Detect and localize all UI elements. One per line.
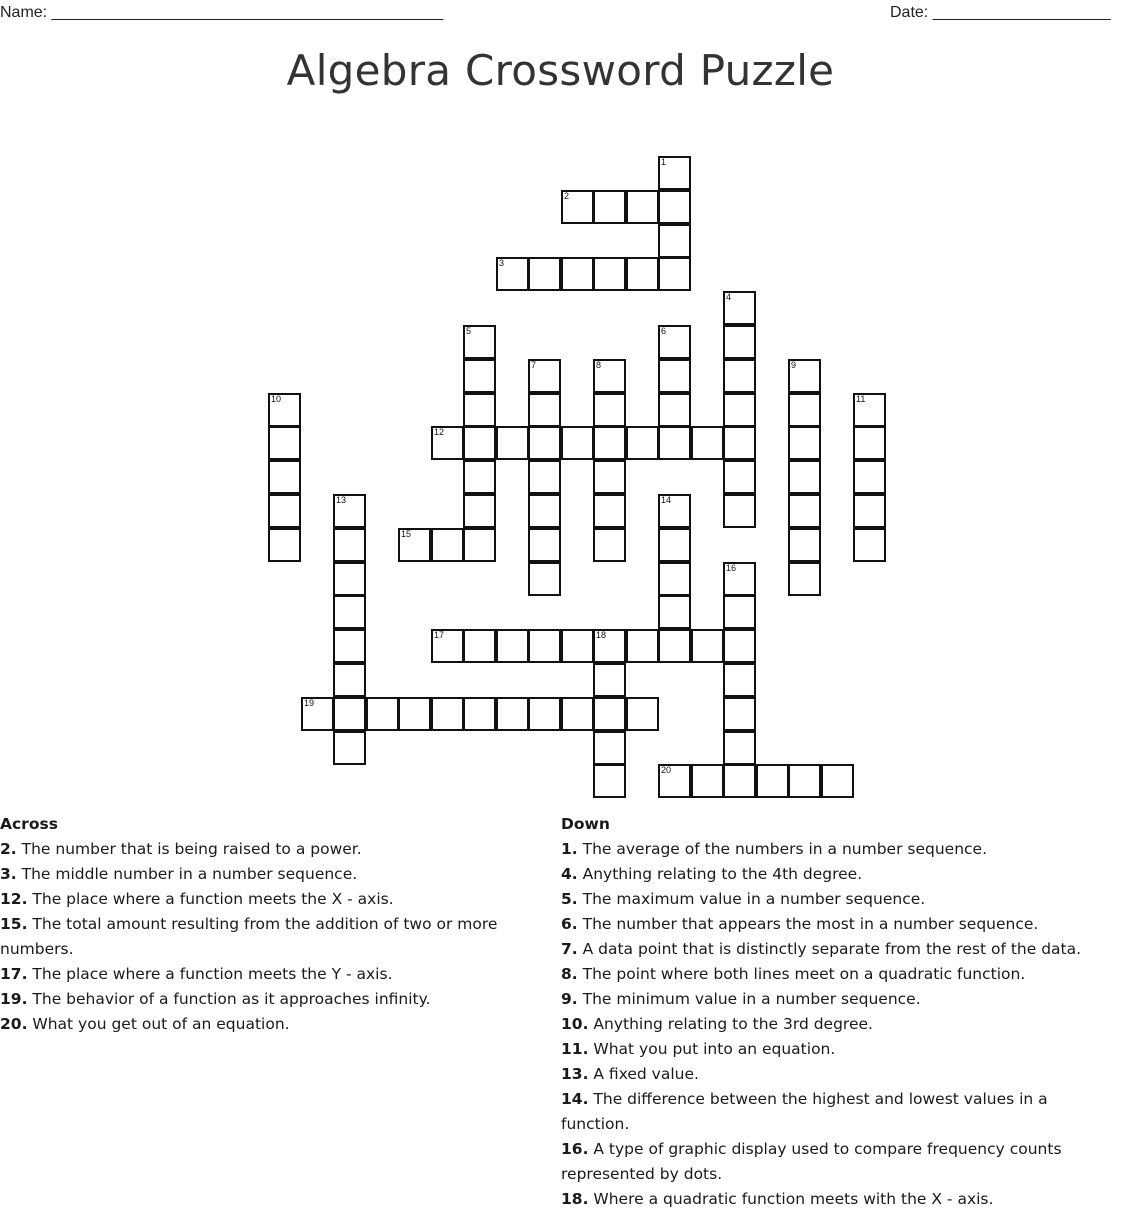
clue-item [0, 1012, 530, 1037]
cell-number: 18 [596, 630, 607, 640]
crossword-cell[interactable] [333, 731, 366, 765]
crossword-cell[interactable] [788, 359, 821, 393]
clue-text: The total amount resulting from the addition of two or more numbers. [0, 915, 498, 958]
crossword-cell[interactable] [301, 697, 334, 731]
crossword-cell[interactable] [496, 629, 529, 663]
clue-number: 13. [561, 1065, 589, 1083]
crossword-cell[interactable] [723, 764, 756, 798]
crossword-cell[interactable] [658, 595, 691, 629]
crossword-cell[interactable] [626, 257, 659, 291]
crossword-cell[interactable] [788, 393, 821, 427]
crossword-cell[interactable] [658, 325, 691, 359]
crossword-cell[interactable] [626, 697, 659, 731]
clue-item [561, 1062, 1106, 1087]
cell-number: 2 [564, 191, 570, 201]
crossword-cell[interactable] [268, 426, 301, 460]
crossword-cell[interactable] [593, 697, 626, 731]
cell-number: 3 [499, 258, 505, 268]
clue-item [0, 887, 530, 912]
crossword-cell[interactable] [626, 190, 659, 224]
crossword-cell[interactable] [788, 426, 821, 460]
across-clue-list [0, 837, 530, 1037]
crossword-cell[interactable] [658, 359, 691, 393]
clue-text: The maximum value in a number sequence. [577, 890, 926, 908]
crossword-cell[interactable] [723, 697, 756, 731]
crossword-cell[interactable] [723, 663, 756, 697]
crossword-cell[interactable] [528, 494, 561, 528]
crossword-cell[interactable] [691, 426, 724, 460]
clue-item [561, 862, 1106, 887]
crossword-cell[interactable] [658, 393, 691, 427]
crossword-cell[interactable] [268, 528, 301, 562]
across-clues [0, 812, 530, 1037]
clue-item [561, 1037, 1106, 1062]
crossword-cell[interactable] [398, 697, 431, 731]
clue-item [561, 1012, 1106, 1037]
crossword-cell[interactable] [463, 460, 496, 494]
crossword-cell[interactable] [528, 460, 561, 494]
crossword-cell[interactable] [658, 156, 691, 190]
crossword-cell[interactable] [723, 731, 756, 765]
clue-item [561, 887, 1106, 912]
crossword-cell[interactable] [723, 460, 756, 494]
crossword-cell[interactable] [821, 764, 854, 798]
clue-number: 15. [0, 915, 28, 933]
crossword-cell[interactable] [528, 697, 561, 731]
page-title: Algebra Crossword Puzzle [286, 46, 835, 95]
crossword-cell[interactable] [593, 663, 626, 697]
cell-number: 12 [434, 427, 445, 437]
cell-number: 16 [726, 563, 737, 573]
clue-text: The point where both lines meet on a quadratic function. [577, 965, 1026, 983]
crossword-cell[interactable] [528, 257, 561, 291]
crossword-cell[interactable] [658, 190, 691, 224]
crossword-cell[interactable] [593, 494, 626, 528]
clue-text: What you get out of an equation. [27, 1015, 290, 1033]
clue-text: Where a quadratic function meets with the X - axis. [588, 1190, 994, 1208]
crossword-cell[interactable] [528, 528, 561, 562]
crossword-cell[interactable] [333, 697, 366, 731]
clue-item [561, 912, 1106, 937]
crossword-cell[interactable] [658, 494, 691, 528]
cell-number: 11 [856, 394, 866, 404]
crossword-cell[interactable] [593, 393, 626, 427]
clue-number: 7. [561, 940, 578, 958]
crossword-cell[interactable] [691, 764, 724, 798]
crossword-cell[interactable] [333, 494, 366, 528]
crossword-cell[interactable] [463, 359, 496, 393]
crossword-cell[interactable] [658, 562, 691, 596]
clue-text: What you put into an equation. [588, 1040, 836, 1058]
clue-number: 18. [561, 1190, 589, 1208]
clue-number: 4. [561, 865, 578, 883]
clue-number: 19. [0, 990, 28, 1008]
clue-text: A type of graphic display used to compare frequency counts represented by dots. [561, 1140, 1062, 1183]
crossword-cell[interactable] [788, 528, 821, 562]
crossword-cell[interactable] [658, 528, 691, 562]
crossword-cell[interactable] [853, 528, 886, 562]
crossword-cell[interactable] [528, 393, 561, 427]
crossword-cell[interactable] [593, 764, 626, 798]
clue-text: A data point that is distinctly separate from the rest of the data. [577, 940, 1082, 958]
clue-number: 20. [0, 1015, 28, 1033]
crossword-cell[interactable] [463, 629, 496, 663]
crossword-cell[interactable] [723, 629, 756, 663]
down-clue-list [561, 837, 1106, 1212]
crossword-cell[interactable] [723, 426, 756, 460]
clue-number: 16. [561, 1140, 589, 1158]
crossword-cell[interactable] [626, 629, 659, 663]
name-field: Name: ____________________________________________ [0, 4, 444, 21]
cell-number: 8 [596, 360, 602, 370]
clue-item [561, 987, 1106, 1012]
clue-number: 9. [561, 990, 578, 1008]
crossword-cell[interactable] [723, 393, 756, 427]
clue-number: 8. [561, 965, 578, 983]
crossword-cell[interactable] [853, 426, 886, 460]
crossword-cell[interactable] [431, 697, 464, 731]
date-field: Date: ____________________ [890, 4, 1111, 21]
crossword-cell[interactable] [593, 731, 626, 765]
crossword-cell[interactable] [333, 595, 366, 629]
crossword-cell[interactable] [723, 494, 756, 528]
crossword-cell[interactable] [593, 460, 626, 494]
clue-text: The minimum value in a number sequence. [577, 990, 921, 1008]
crossword-cell[interactable] [853, 460, 886, 494]
crossword-cell[interactable] [658, 426, 691, 460]
clue-item [0, 837, 530, 862]
crossword-cell[interactable] [463, 393, 496, 427]
crossword-cell[interactable] [658, 764, 691, 798]
clue-item [561, 1087, 1106, 1137]
clue-number: 11. [561, 1040, 589, 1058]
crossword-cell[interactable] [333, 562, 366, 596]
crossword-cell[interactable] [561, 257, 594, 291]
cell-number: 5 [466, 326, 472, 336]
crossword-cell[interactable] [268, 460, 301, 494]
clue-number: 14. [561, 1090, 589, 1108]
down-heading: Down [561, 815, 610, 833]
crossword-cell[interactable] [333, 663, 366, 697]
cell-number: 6 [661, 326, 667, 336]
clue-number: 2. [0, 840, 17, 858]
crossword-cell[interactable] [561, 697, 594, 731]
crossword-cell[interactable] [593, 426, 626, 460]
down-clues [561, 812, 1106, 1212]
crossword-cell[interactable] [723, 595, 756, 629]
crossword-cell[interactable] [658, 224, 691, 258]
crossword-cell[interactable] [853, 494, 886, 528]
crossword-cell[interactable] [593, 257, 626, 291]
crossword-cell[interactable] [658, 257, 691, 291]
clue-text: The place where a function meets the Y - axis. [27, 965, 393, 983]
cell-number: 1 [661, 157, 667, 167]
clue-number: 12. [0, 890, 28, 908]
clue-text: The average of the numbers in a number sequence. [577, 840, 987, 858]
crossword-cell[interactable] [333, 528, 366, 562]
cell-number: 20 [661, 765, 672, 775]
cell-number: 17 [434, 630, 445, 640]
crossword-cell[interactable] [463, 494, 496, 528]
clue-item [561, 937, 1106, 962]
crossword-cell[interactable] [626, 426, 659, 460]
cell-number: 9 [791, 360, 797, 370]
cell-number: 10 [271, 394, 282, 404]
crossword-cell[interactable] [853, 393, 886, 427]
crossword-cell[interactable] [756, 764, 789, 798]
crossword-cell[interactable] [463, 325, 496, 359]
crossword-cell[interactable] [431, 426, 464, 460]
crossword-cell[interactable] [333, 629, 366, 663]
clue-item [0, 862, 530, 887]
clue-item [561, 962, 1106, 987]
clue-text: A fixed value. [588, 1065, 699, 1083]
crossword-cell[interactable] [528, 426, 561, 460]
crossword-cell[interactable] [431, 629, 464, 663]
crossword-cell[interactable] [788, 562, 821, 596]
clue-number: 6. [561, 915, 578, 933]
clue-text: The number that is being raised to a power. [16, 840, 362, 858]
cell-number: 13 [336, 495, 347, 505]
cell-number: 4 [726, 292, 732, 302]
clue-number: 5. [561, 890, 578, 908]
across-heading: Across [0, 815, 58, 833]
crossword-cell[interactable] [788, 494, 821, 528]
clue-text: The middle number in a number sequence. [16, 865, 358, 883]
clue-number: 1. [561, 840, 578, 858]
crossword-cell[interactable] [398, 528, 431, 562]
crossword-cell[interactable] [723, 325, 756, 359]
clue-item [0, 962, 530, 987]
crossword-cell[interactable] [431, 528, 464, 562]
crossword-cell[interactable] [723, 291, 756, 325]
clue-text: The number that appears the most in a number sequence. [577, 915, 1039, 933]
crossword-cell[interactable] [561, 190, 594, 224]
crossword-cell[interactable] [593, 629, 626, 663]
cell-number: 19 [304, 698, 315, 708]
clue-item [561, 1187, 1106, 1212]
clue-number: 17. [0, 965, 28, 983]
crossword-cell[interactable] [366, 697, 399, 731]
crossword-cell[interactable] [658, 629, 691, 663]
crossword-cell[interactable] [691, 629, 724, 663]
crossword-cell[interactable] [496, 257, 529, 291]
crossword-cell[interactable] [496, 426, 529, 460]
crossword-cell[interactable] [788, 764, 821, 798]
clue-item [561, 1137, 1106, 1187]
crossword-cell[interactable] [593, 528, 626, 562]
clue-item [0, 912, 530, 962]
crossword-cell[interactable] [788, 460, 821, 494]
cell-number: 7 [531, 360, 537, 370]
crossword-cell[interactable] [723, 562, 756, 596]
crossword-cell[interactable] [561, 629, 594, 663]
cell-number: 14 [661, 495, 672, 505]
crossword-cell[interactable] [723, 359, 756, 393]
crossword-cell[interactable] [463, 426, 496, 460]
crossword-cell[interactable] [528, 629, 561, 663]
crossword-cell[interactable] [561, 426, 594, 460]
crossword-cell[interactable] [463, 697, 496, 731]
clue-text: Anything relating to the 4th degree. [577, 865, 863, 883]
crossword-cell[interactable] [593, 359, 626, 393]
cell-number: 15 [401, 529, 412, 539]
crossword-cell[interactable] [528, 359, 561, 393]
clue-item [561, 837, 1106, 862]
clue-text: The place where a function meets the X - axis. [27, 890, 394, 908]
crossword-cell[interactable] [593, 190, 626, 224]
crossword-cell[interactable] [268, 393, 301, 427]
clue-text: The difference between the highest and lowest values in a function. [561, 1090, 1048, 1133]
crossword-cell[interactable] [463, 528, 496, 562]
clue-text: Anything relating to the 3rd degree. [588, 1015, 873, 1033]
clue-text: The behavior of a function as it approaches infinity. [27, 990, 431, 1008]
clue-item [0, 987, 530, 1012]
clue-number: 10. [561, 1015, 589, 1033]
crossword-cell[interactable] [268, 494, 301, 528]
clue-number: 3. [0, 865, 17, 883]
crossword-cell[interactable] [528, 562, 561, 596]
crossword-cell[interactable] [496, 697, 529, 731]
